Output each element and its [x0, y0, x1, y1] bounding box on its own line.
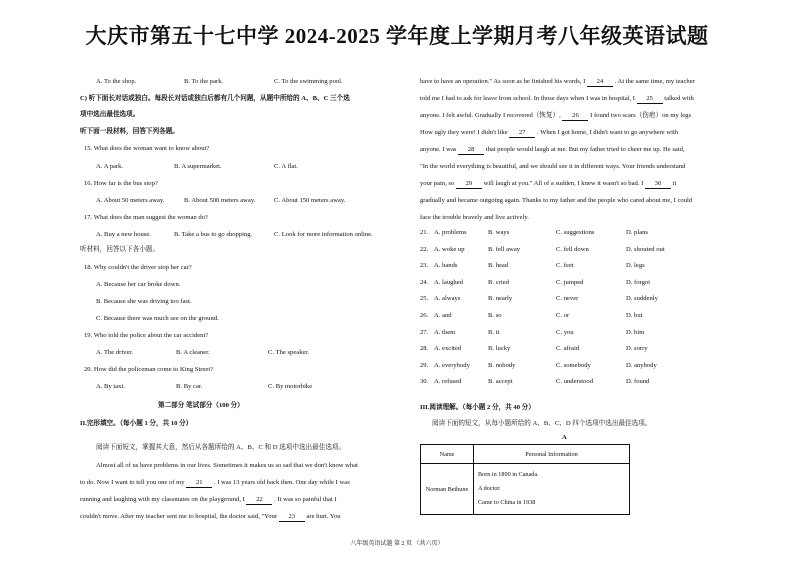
passage-line-5: anyone. I was 28 that people would laugh at me. But my father tried to cheer me up. He said, [420, 146, 685, 153]
choice-option[interactable]: A. always [434, 295, 461, 303]
table-cell-info [474, 464, 630, 515]
question-18: 18. Why couldn't the driver stop her car? [84, 264, 192, 271]
cloze-line-3: running and laughing with my classmates on the playground, I 22 . It was so painful that I [80, 496, 337, 503]
choice-option[interactable]: A. everybody [434, 361, 470, 369]
info-job: A doctor. [478, 485, 501, 492]
section-c-instruction-2: 项中选出最佳选项。 [80, 111, 140, 118]
choice-number: 23. [420, 262, 429, 270]
choice-number: 21. [420, 229, 429, 236]
choice-option[interactable]: A. problems [434, 229, 467, 236]
q18-option-a: A. Because her car broke down. [96, 281, 181, 288]
page-footer: 八年级英语试题 第 2 页 （共六页） [350, 541, 444, 547]
blank-23[interactable]: 23 [279, 513, 305, 522]
table-cell-name: Norman Bethune [421, 464, 474, 515]
passage-line-1: have to have an operation." As soon as he finished his words, I 24 . At the same time, my teacher [420, 78, 695, 85]
passage-label: A [562, 434, 567, 441]
choice-option[interactable]: C. jumped [556, 278, 584, 286]
choice-option[interactable]: D. found [626, 378, 650, 386]
choice-option[interactable]: D. him [626, 328, 645, 336]
choice-option[interactable]: B. ways [488, 229, 510, 236]
blank-30[interactable]: 30 [645, 180, 671, 189]
passage-line-3: anyone. I felt awful. Gradually I recovered（恢复）, 26 I found two scars（伤疤）on my legs [420, 112, 692, 119]
reading-heading: III.阅读理解。（每小题 2 分，共 40 分） [420, 404, 535, 411]
choice-option[interactable]: D. shouted out [626, 245, 665, 253]
choice-option[interactable]: B. it [488, 328, 500, 336]
choice-option[interactable]: C. never [556, 295, 579, 303]
choice-number: 30. [420, 378, 429, 386]
choice-option[interactable]: B. nearly [488, 295, 513, 303]
choice-option[interactable]: D. legs [626, 262, 645, 270]
passage-line-2: told me I had to ask for leave from school. In those days when I was in hospital, I 25 talked with [420, 95, 694, 102]
choice-option[interactable]: B. lucky [488, 345, 511, 353]
passage-line-6: "In the world everything is beautiful, and we should see it in different ways. Your friends understand [420, 163, 686, 170]
listen-instruction-1: 听下面一段材料，回答下列各题。 [80, 128, 179, 135]
passage-line-8: gradually and became outgoing again. Thanks to my father and the people who cared about me, I could [420, 197, 693, 204]
choice-number: 27. [420, 328, 429, 336]
cloze-line-2: to do. Now I want to tell you one of my 21 . I was 13 years old back then. One day while I was [80, 479, 350, 486]
choice-option[interactable]: C. afraid [556, 345, 580, 353]
info-came: Came to China in 1938 [478, 499, 536, 506]
choice-option[interactable]: C. understood [556, 378, 593, 386]
blank-24[interactable]: 24 [587, 78, 613, 87]
choice-option[interactable]: C. or [556, 312, 570, 319]
exam-title: 大庆市第五十七中学 2024-2025 学年度上学期月考八年级英语试题 [85, 24, 709, 48]
choice-option[interactable]: B. accept [488, 378, 513, 386]
choice-number: 24. [420, 278, 429, 286]
choice-option[interactable]: B. fell away [488, 245, 521, 253]
question-17: 17. What does the man suggest the woman do? [84, 214, 208, 221]
info-born: Born in 1890 in Canada. [478, 471, 539, 478]
cloze-heading: II.完形填空。（每小题 1 分，共 10 分） [80, 420, 193, 427]
personal-info-table [420, 444, 630, 515]
choice-option[interactable]: A. them [434, 328, 456, 336]
choice-option[interactable]: C. somebody [556, 361, 591, 369]
choice-option[interactable]: C. feet [556, 262, 574, 270]
choice-option[interactable]: A. hands [434, 262, 458, 270]
choice-option[interactable]: A. and [434, 312, 452, 319]
choice-option[interactable]: B. cried [488, 278, 509, 286]
choice-option[interactable]: D. anybody [626, 361, 657, 369]
choice-option[interactable]: C. you [556, 328, 574, 336]
question-16: 16. How far is the bus stop? [84, 180, 158, 187]
choice-option[interactable]: B. so [488, 312, 502, 319]
question-19: 19. Who told the police about the car accident? [84, 332, 209, 339]
choice-number: 22. [420, 245, 429, 253]
q18-option-c: C. Because there was much see on the ground. [96, 315, 219, 322]
choice-option[interactable]: C. suggestions [556, 229, 595, 236]
choice-option[interactable]: D. plans [626, 229, 648, 236]
listen-instruction-2: 听材料，回答以下各小题。 [80, 246, 160, 253]
choice-number: 25. [420, 295, 429, 303]
choice-option[interactable]: A. woke up [434, 245, 465, 253]
passage-line-9: face the trouble bravely and live actively. [420, 214, 529, 221]
table-header-info: Personal Information [474, 445, 630, 464]
cloze-line-1: Almost all of us have problems in our lives. Sometimes it makes us so sad that we don't know what [96, 462, 358, 469]
q18-option-b: B. Because she was driving too fast. [96, 298, 192, 305]
part2-heading: 第二部分 笔试部分（100 分） [158, 402, 244, 409]
blank-25[interactable]: 25 [637, 95, 663, 104]
reading-instruction: 阅读下面的短文，从每小题所给的 A、B、C、D 四个选项中选出最佳选项。 [432, 420, 652, 427]
passage-line-7: your pain, so 29 will laugh at you." All of a sudden, I knew it wasn't so bad. I 30 it [420, 180, 677, 187]
choice-number: 28. [420, 345, 429, 353]
blank-21[interactable]: 21 [186, 479, 212, 488]
choice-option[interactable]: A. refused [434, 378, 462, 386]
passage-line-4: How ugly they were! I didn't like 27 . When I got home, I didn't want to go anywhere with [420, 129, 679, 136]
choice-option[interactable]: A. laughed [434, 278, 463, 286]
blank-29[interactable]: 29 [456, 180, 482, 189]
blank-22[interactable]: 22 [246, 496, 272, 505]
choice-option[interactable]: D. sorry [626, 345, 648, 353]
cloze-line-4: couldn't move. After my teacher sent me to hospital, the doctor said, "Your 23 are hurt. You [80, 513, 341, 520]
choice-number: 26. [420, 312, 429, 319]
choice-number: 29. [420, 361, 429, 369]
choice-option[interactable]: B. nobody [488, 361, 516, 369]
choice-option[interactable]: C. fell down [556, 245, 589, 253]
blank-28[interactable]: 28 [458, 146, 484, 155]
table-header-name: Name [421, 445, 474, 464]
choice-option[interactable]: D. forgot [626, 278, 651, 286]
choice-option[interactable]: A. excited [434, 345, 462, 353]
blank-27[interactable]: 27 [509, 129, 535, 138]
blank-26[interactable]: 26 [562, 112, 588, 121]
question-15: 15. What does the woman want to know about? [84, 145, 210, 152]
question-20: 20. How did the policeman come to King Street? [84, 366, 214, 373]
section-c-instruction: C) 听下面长对话或独白。每段长对话或独白后都有几个问题，从题中所给的 A、B、C 三个选 [80, 95, 350, 102]
choice-option[interactable]: D. suddenly [626, 295, 658, 303]
choice-option[interactable]: B. head [488, 262, 509, 270]
choice-option[interactable]: D. but [626, 312, 643, 319]
cloze-instruction: 阅读下面短文，掌握其大意，然后从各题所给的 A、B、C 和 D 选项中选出最佳选项。 [96, 444, 346, 451]
